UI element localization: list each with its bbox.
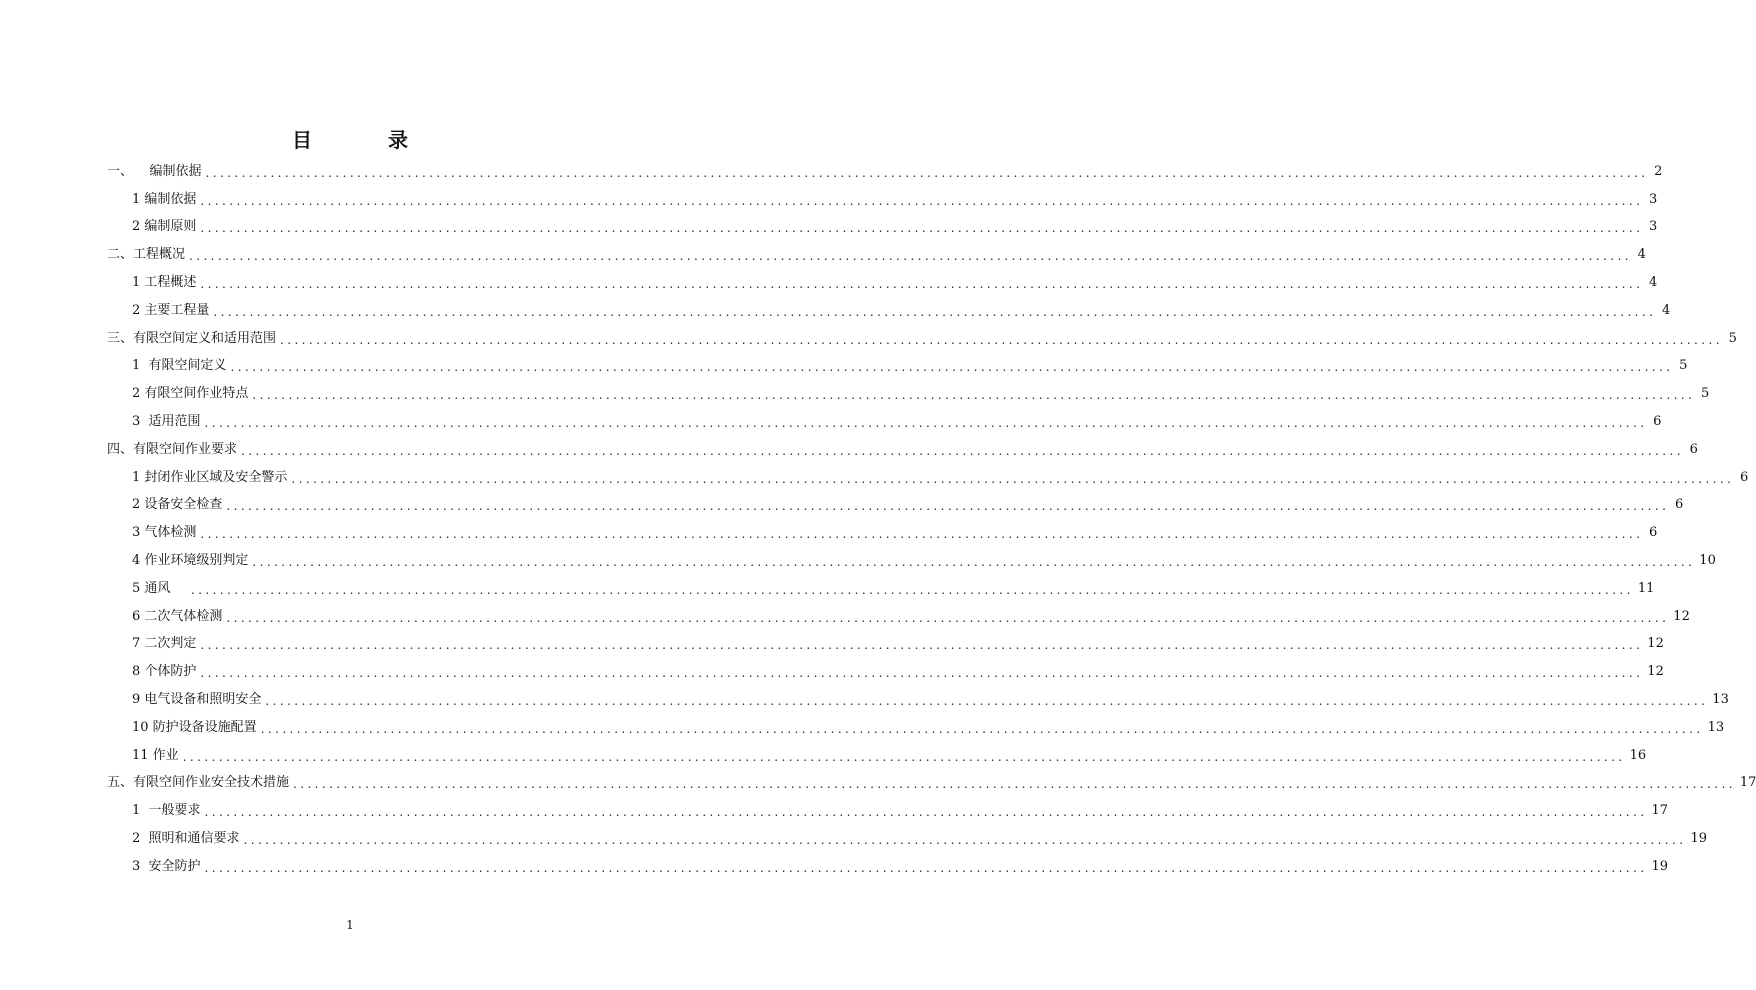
toc-entry-page-number: 2	[1654, 163, 1663, 179]
toc-section-entry[interactable]	[107, 436, 1698, 464]
toc-dot-leader: ........................................................................................................................................................................................................	[265, 694, 1709, 709]
toc-entry-page-number: 6	[1649, 525, 1658, 541]
toc-dot-leader: ........................................................................................................................................................................................................	[204, 416, 1648, 431]
toc-entry-label: 1 有限空间定义	[132, 358, 227, 374]
toc-subsection-entry[interactable]	[107, 575, 1655, 603]
toc-entry-label: 8 个体防护	[132, 664, 197, 680]
toc-subsection-entry[interactable]	[107, 631, 1664, 659]
toc-dot-leader: ........................................................................................................................................................................................................	[190, 582, 1634, 597]
toc-entry-label: 一、 编制依据	[107, 163, 202, 179]
toc-entry-label: 2 照明和通信要求	[132, 831, 240, 847]
toc-entry-label: 4 作业环境级别判定	[132, 553, 249, 569]
toc-entry-label: 3 气体检测	[132, 525, 197, 541]
toc-entry-label: 2 主要工程量	[132, 302, 210, 318]
toc-dot-leader: ........................................................................................................................................................................................................	[200, 666, 1644, 681]
toc-subsection-entry[interactable]	[107, 214, 1658, 242]
toc-dot-leader: ........................................................................................................................................................................................................	[213, 304, 1657, 319]
toc-entry-page-number: 4	[1649, 275, 1658, 291]
toc-dot-leader: ........................................................................................................................................................................................................	[291, 471, 1735, 486]
toc-subsection-entry[interactable]	[107, 853, 1668, 881]
toc-dot-leader: ........................................................................................................................................................................................................	[200, 221, 1644, 236]
toc-dot-leader: ........................................................................................................................................................................................................	[200, 527, 1644, 542]
toc-dot-leader: ........................................................................................................................................................................................................	[226, 610, 1670, 625]
toc-entry-label: 7 二次判定	[132, 636, 197, 652]
toc-subsection-entry[interactable]	[107, 603, 1690, 631]
toc-dot-leader: ........................................................................................................................................................................................................	[252, 388, 1696, 403]
toc-entry-label: 2 有限空间作业特点	[132, 386, 249, 402]
toc-entry-page-number: 3	[1649, 191, 1658, 207]
toc-entry-page-number: 19	[1651, 858, 1668, 874]
toc-entry-page-number: 5	[1679, 358, 1688, 374]
toc-entry-page-number: 13	[1707, 719, 1725, 735]
toc-subsection-entry[interactable]	[107, 269, 1658, 297]
toc-entry-page-number: 17	[1739, 775, 1756, 791]
toc-entry-label: 1 一般要求	[132, 803, 201, 819]
toc-dot-leader: ........................................................................................................................................................................................................	[200, 638, 1644, 653]
toc-entry-label: 1 封闭作业区域及安全警示	[132, 469, 288, 485]
toc-entry-page-number: 12	[1647, 664, 1664, 680]
toc-entry-label: 1 编制依据	[132, 191, 197, 207]
toc-subsection-entry[interactable]	[107, 186, 1658, 214]
toc-entry-label: 五、有限空间作业安全技术措施	[107, 775, 290, 791]
toc-dot-leader: ........................................................................................................................................................................................................	[189, 249, 1632, 264]
toc-entry-page-number: 10	[1699, 553, 1716, 569]
toc-entry-page-number: 16	[1629, 747, 1647, 763]
toc-entry-label: 2 设备安全检查	[132, 497, 223, 513]
toc-entry-label: 11 作业	[132, 747, 179, 763]
toc-dot-leader: ........................................................................................................................................................................................................	[200, 193, 1644, 208]
toc-entry-page-number: 4	[1637, 247, 1646, 263]
toc-subsection-entry[interactable]	[107, 297, 1671, 325]
toc-subsection-entry[interactable]	[107, 797, 1668, 825]
toc-entry-page-number: 11	[1637, 580, 1655, 596]
toc-subsection-entry[interactable]	[107, 408, 1662, 436]
toc-entry-page-number: 19	[1690, 831, 1707, 847]
toc-subsection-entry[interactable]	[107, 825, 1707, 853]
toc-dot-leader: ........................................................................................................................................................................................................	[200, 277, 1644, 292]
toc-entry-label: 5 通风	[132, 580, 187, 596]
toc-entry-page-number: 6	[1740, 469, 1749, 485]
toc-section-entry[interactable]	[107, 325, 1737, 353]
toc-dot-leader: ........................................................................................................................................................................................................	[182, 749, 1626, 764]
toc-subsection-entry[interactable]	[107, 714, 1725, 742]
toc-entry-page-number: 13	[1712, 692, 1729, 708]
toc-entry-label: 9 电气设备和照明安全	[132, 692, 262, 708]
toc-subsection-entry[interactable]	[107, 492, 1684, 520]
page-number: 1	[346, 918, 354, 932]
toc-entry-label: 10 防护设备设施配置	[132, 719, 257, 735]
toc-section-entry[interactable]	[107, 158, 1663, 186]
toc-entry-label: 2 编制原则	[132, 219, 197, 235]
toc-dot-leader: ........................................................................................................................................................................................................	[205, 165, 1649, 180]
toc-subsection-entry[interactable]	[107, 519, 1658, 547]
toc-subsection-entry[interactable]	[107, 380, 1710, 408]
toc-entry-label: 三、有限空间定义和适用范围	[107, 330, 277, 346]
toc-subsection-entry[interactable]	[107, 658, 1664, 686]
toc-subsection-entry[interactable]	[107, 464, 1749, 492]
toc-entry-label: 3 适用范围	[132, 414, 201, 430]
toc-subsection-entry[interactable]	[107, 353, 1688, 381]
toc-dot-leader: ........................................................................................................................................................................................................	[204, 860, 1648, 875]
toc-entry-page-number: 6	[1675, 497, 1684, 513]
table-of-contents	[107, 158, 1756, 881]
toc-section-entry[interactable]	[107, 770, 1756, 798]
toc-entry-label: 四、有限空间作业要求	[107, 441, 238, 457]
toc-entry-page-number: 12	[1673, 608, 1690, 624]
toc-entry-page-number: 3	[1649, 219, 1658, 235]
toc-dot-leader: ........................................................................................................................................................................................................	[230, 360, 1674, 375]
toc-dot-leader: ........................................................................................................................................................................................................	[241, 443, 1684, 458]
toc-dot-leader: ........................................................................................................................................................................................................	[293, 777, 1736, 792]
toc-dot-leader: ........................................................................................................................................................................................................	[280, 332, 1723, 347]
toc-entry-label: 二、工程概况	[107, 247, 186, 263]
toc-entry-page-number: 5	[1701, 386, 1710, 402]
toc-entry-page-number: 6	[1689, 441, 1698, 457]
toc-title: 目 录	[292, 128, 436, 152]
toc-subsection-entry[interactable]	[107, 686, 1729, 714]
toc-dot-leader: ........................................................................................................................................................................................................	[252, 555, 1696, 570]
toc-entry-page-number: 4	[1662, 302, 1671, 318]
toc-dot-leader: ........................................................................................................................................................................................................	[204, 805, 1648, 820]
toc-subsection-entry[interactable]	[107, 547, 1716, 575]
toc-entry-page-number: 5	[1728, 330, 1737, 346]
toc-entry-label: 3 安全防护	[132, 858, 201, 874]
toc-entry-page-number: 6	[1653, 414, 1662, 430]
toc-entry-page-number: 12	[1647, 636, 1664, 652]
toc-subsection-entry[interactable]	[107, 742, 1647, 770]
toc-dot-leader: ........................................................................................................................................................................................................	[243, 833, 1687, 848]
toc-dot-leader: ........................................................................................................................................................................................................	[260, 721, 1704, 736]
toc-dot-leader: ........................................................................................................................................................................................................	[226, 499, 1670, 514]
toc-section-entry[interactable]	[107, 241, 1646, 269]
toc-entry-label: 1 工程概述	[132, 275, 197, 291]
toc-entry-label: 6 二次气体检测	[132, 608, 223, 624]
toc-entry-page-number: 17	[1651, 803, 1668, 819]
